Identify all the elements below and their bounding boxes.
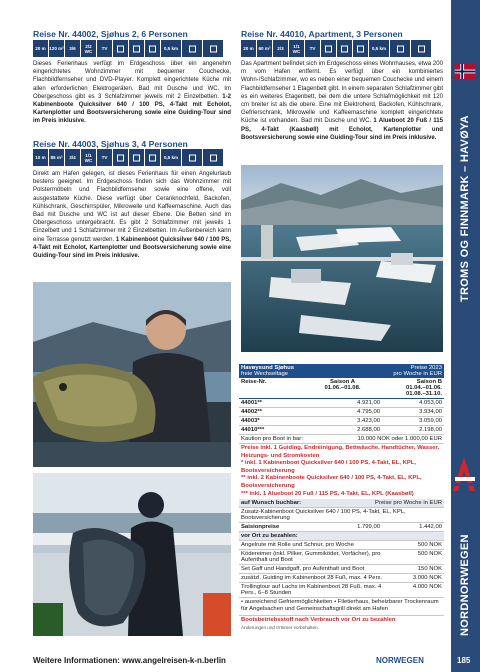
distance-icon: 20 m [241, 40, 256, 57]
kaution-row: Kaution pro Boot in bar: 10.000 NOK oder 1.000,00 EUR [241, 436, 442, 442]
tv-icon: TV [305, 40, 320, 57]
extra-row: Set Gaff und Handgaff, pro Aufenthalt und Boot 150 NOK [241, 566, 442, 573]
price-row: 44003* 3.423,00 3.059,00 [241, 418, 442, 424]
features: • ausreichend Gefriermöglichkeiten • Filetierhaus, beheizbarer Trockenraum für Angelsachen und Gemeinschaftsgrill direkt am Hafen [239, 598, 444, 615]
washer-icon [113, 40, 128, 57]
washer-icon [321, 40, 336, 57]
norway-flag-icon [453, 64, 477, 79]
fish-icon [182, 40, 202, 57]
description-44010: Das Apartment befindet sich im Erdgeschoss eines Wohnhauses, etwa 200 m vom Hafen entfernt. Es verfügt über ein kombiniertes Wohn-/Schlafzimmer, wo es neben einer bequemen Couchecke und einem Flachbildfernseher 1 Etagenbett gibt. In einem separaten Schlafzimmer gibt es ein weiteres Etagenbett, bei dem die untere Schlafmöglichkeit mit 120 cm breiter ist als die obere. Eine mit Elektroherd, Backofen, Kühlschrank, Gefrierschrank, Mikrowelle und Kaffeemaschine komplett eingerichtete Küche ist vorhanden. Bad mit Dusche und WC. 1 Alueboot 20 Fuß / 115 PS, 4-Takt (Kaasbøll) mit Echolot, Kartenplotter und Bootsversicherung sowie eine Guiding-Tour sind im Preis inklusive. [241, 61, 444, 141]
price-header [239, 364, 444, 378]
footer-country: NORWEGEN [376, 656, 424, 665]
wheelchair-icon [411, 40, 431, 57]
parking-icon [145, 149, 160, 166]
sidebar-region-label: TROMS OG FINNMARK – HAVØYA [459, 115, 471, 302]
inclusions: Preise inkl. 1 Guiding, Endreinigung, Bettwäsche, Handtücher, Wasser, Heizungs- und Stromkosten * inkl. 1 Kabinenboot Quicksilver 640 / 100 PS, 4-Takt, EL, KPL, Bootsversicherung ** inkl. 2 Kabinenboote Quicksilver 640 / 100 PS, 4-Takt, EL, KPL, Bootsversicherung *** inkl. 1 Alueboot 20 Fuß / 115 PS, 4-Takt, EL, KPL (Kaasbøll) [241, 445, 440, 497]
sidebar [451, 0, 480, 672]
description-44003: Direkt am Hafen gelegen, ist dieses Ferienhaus für einen Angelurlaub bestens geeignet. Im Erdgeschoss finden sich das Wohnzimmer mit Polstermöbeln und Flachbildfernseher sowie eine offene, voll ausgestattete Küche. Diese verfügt über Ceranknochfeld, Backofen, Kühlschrank, Geschirrspüler, Mikrowelle und Kaffeemaschine. Auch das Bad mit Dusche und WC ist auf dieser Ebene. Die Betten sind im Obergeschoss untergebracht. Es gibt 2 Schlafzimmer mit jeweils 1 Einzelbett und 1 Schlafzimmer mit 2 Einzelbetten. Im Außenbereich kann eine Terrasse genutzt werden. 1 Kabinenboot Quicksilver 640 / 100 PS, 4-Takt mit Echolot, Kartenplotter und Bootsversicherung sowie eine Guiding-Tour sind im Preis inklusive. [33, 171, 231, 260]
bedrooms-icon: 3/4 [65, 149, 80, 166]
bedrooms-icon: 2/3 [273, 40, 288, 57]
area-icon: 120 m² [49, 40, 64, 57]
extra-row: Trollingtour auf Lachs im Kabinenboot 28 Fuß, max. 4 Pers., 6–8 Stunden 4.000 NOK [241, 584, 442, 597]
description-44002: Dieses Ferienhaus verfügt im Erdgeschoss über ein angenehm eingerichtetes Wohnzimmer mit bequemer Couchecke, Flachbildfernseher und DVD-Player. Komplett eingerichtete Küche mit allen erforderlichen Elektrogeräten. Bad mit Dusche und WC. Im Obergeschoss gibt es 3 Schlafzimmer jeweils mit 2 Einzelbetten. 1-2 Kabinenboote Quicksilver 640 / 100 PS, 4-Takt mit Echolot, Kartenplotter und Bootsversicherung sowie eine Guiding-Tour sind im Preis inklusive. [33, 61, 231, 125]
distance-icon: 20 m [33, 40, 48, 57]
fuel-note: Bootsbetriebsstoff nach Verbrauch vor Ort zu bezahlen [241, 616, 396, 623]
bathroom-icon: 1/1 WC [289, 40, 304, 57]
listing-title-44003: Reise Nr. 44003, Sjøhus 3, 4 Personen [33, 139, 188, 149]
vorort-row: vor Ort zu bezahlen: [239, 532, 444, 541]
bedrooms-icon: 3/6 [65, 40, 80, 57]
saison-row: Saisionpreise 1.799,00 1.442,00 [241, 524, 442, 531]
wheelchair-icon [203, 40, 223, 57]
col-saison-a: Saison A 01.06.–01.08. [324, 379, 361, 391]
price-year: Preise 2023 [410, 365, 442, 371]
extra-row: Angelrute mit Rolle und Schnur, pro Woche 500 NOK [241, 542, 442, 549]
angler-photo-1 [33, 282, 231, 467]
area-icon: 60 m² [257, 40, 272, 57]
amenity-icons-44003 [33, 149, 223, 166]
price-title: Havøysund Sjøhus [241, 365, 295, 371]
tv-icon: TV [97, 40, 112, 57]
parking-icon [145, 40, 160, 57]
col-saison-b: Saison B 01.04.–01.06. 01.08.–31.10. [405, 379, 442, 397]
listing-title-44010: Reise Nr. 44010, Apartment, 3 Personen [241, 29, 403, 39]
dishwasher-icon [129, 40, 144, 57]
price-row: 44010*** 2.688,00 2.198,00 [241, 427, 442, 433]
water-icon: 0,5 km [161, 149, 181, 166]
price-unit: pro Woche in EUR [393, 371, 442, 377]
area-icon: 85 m² [49, 149, 64, 166]
footer-page-number: 185 [457, 656, 471, 665]
price-row: 44002** 4.795,00 3.934,00 [241, 409, 442, 415]
bathroom-icon: 1/1 WC [81, 149, 96, 166]
amenity-icons-44002 [33, 40, 223, 57]
brand-logo-icon [449, 447, 480, 507]
listing-title-44002: Reise Nr. 44002, Sjøhus 2, 6 Personen [33, 29, 188, 39]
changes-note: Änderungen und Irrtümer vorbehalten. [241, 624, 319, 630]
price-row: 44001** 4.921,00 4.053,00 [241, 400, 442, 406]
wunsch-row: auf Wunsch buchbar: Preise pro Woche in EUR [241, 500, 442, 507]
washer-icon [113, 149, 128, 166]
zusatz-row: Zusatz-Kabinenboot Quicksilver 640 / 100 PS, 4-Takt, EL, KPL, Bootsversicherung [239, 508, 444, 523]
extra-row: Ködereimer (inkl. Pilker, Gummiköder, Vorfächer), pro Aufenthalt und Boot 500 NOK [241, 551, 442, 564]
season-header [239, 378, 444, 399]
amenity-icons-44010 [241, 40, 431, 57]
footer-info: Weitere Informationen: www.angelreisen-k-n.berlin [33, 656, 226, 665]
sidebar-country-label: NORDNORWEGEN [459, 534, 471, 636]
tv-icon: TV [97, 149, 112, 166]
dishwasher-icon [337, 40, 352, 57]
parking-icon [353, 40, 368, 57]
price-subtitle: freie Wechseltage [241, 371, 289, 377]
fish-icon [390, 40, 410, 57]
extra-row: zusätzl. Guiding im Kabinenboot 28 Fuß, max. 4 Pers. 3.000 NOK [241, 575, 442, 582]
price-table [239, 364, 444, 631]
col-reise: Reise-Nr. [241, 379, 267, 385]
dishwasher-icon [129, 149, 144, 166]
wheelchair-icon [203, 149, 223, 166]
water-icon: 0,5 km [369, 40, 389, 57]
angler-photo-2 [33, 473, 231, 636]
fish-icon [182, 149, 202, 166]
distance-icon: 10 m [33, 149, 48, 166]
harbor-photo [241, 165, 443, 352]
water-icon: 0,5 km [161, 40, 181, 57]
bathroom-icon: 2/2 WC [81, 40, 96, 57]
